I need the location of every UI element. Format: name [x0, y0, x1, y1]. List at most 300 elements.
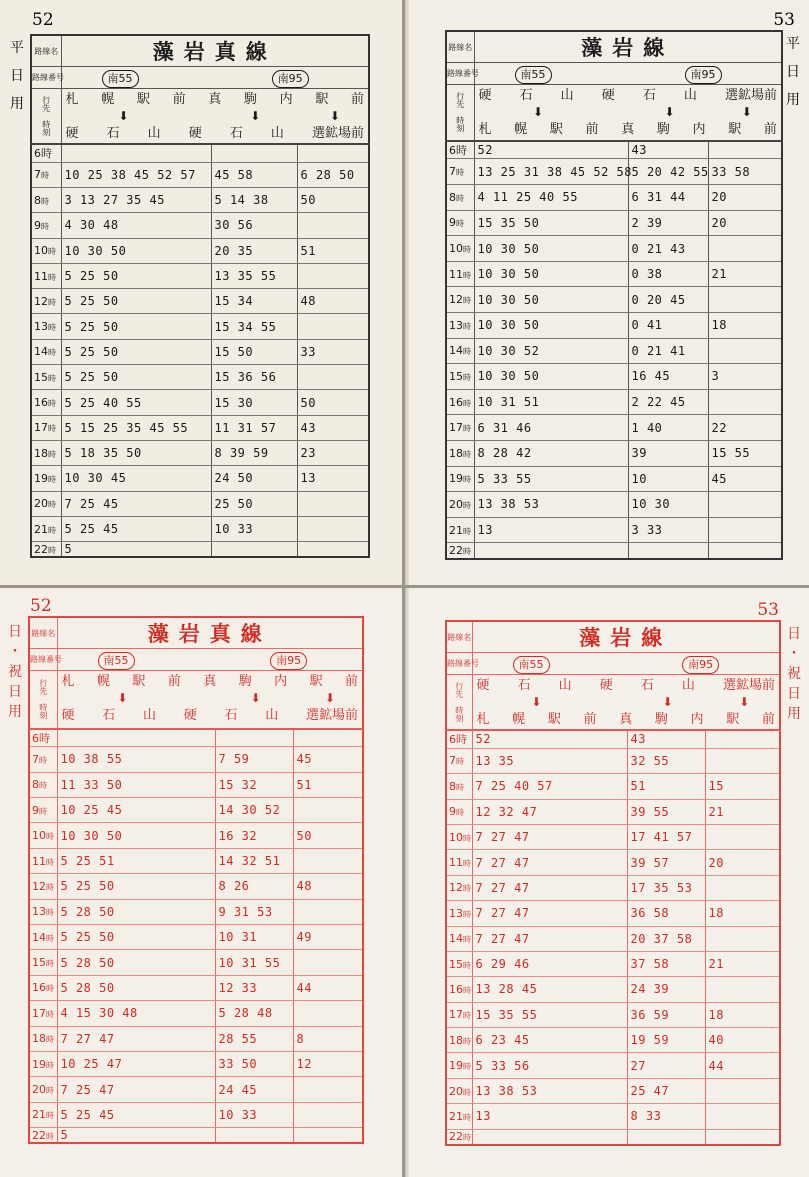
time-label: 時刻 — [454, 706, 464, 722]
minutes-cell: 18 — [705, 901, 780, 926]
minutes-cell: 50 — [297, 188, 369, 213]
minutes-cell: 5 28 48 — [215, 1001, 293, 1026]
minutes-cell: 10 30 45 — [61, 466, 211, 491]
minutes-cell: 15 50 — [211, 339, 297, 364]
side-label-char: 用 — [8, 704, 22, 720]
direction-from — [62, 89, 369, 109]
minutes-cell — [293, 1128, 363, 1144]
direction-to — [62, 123, 369, 143]
minutes-cell — [708, 517, 782, 543]
direction-char: 石 — [102, 708, 116, 723]
minutes-cell: 37 58 — [627, 951, 705, 976]
minutes-cell — [215, 729, 293, 747]
minutes-cell: 3 — [708, 364, 782, 390]
minutes-cell: 8 33 — [627, 1104, 705, 1129]
hour-value: 9 — [449, 805, 456, 819]
hour-value: 11 — [449, 856, 463, 870]
table-row — [29, 925, 363, 950]
direction-from — [473, 675, 780, 695]
minutes-cell: 5 15 25 35 45 55 — [61, 415, 211, 440]
hour-value: 8 — [449, 190, 456, 204]
hour-value: 12 — [34, 294, 48, 308]
minutes-cell — [705, 1129, 780, 1145]
direction-char: 選鉱場前 — [724, 88, 777, 103]
dest-label: 行先 — [38, 679, 48, 696]
table-row — [29, 798, 363, 823]
hour-value: 14 — [34, 345, 48, 359]
minutes-cell — [705, 748, 780, 773]
hour-cell: 16時 — [31, 390, 61, 415]
minutes-cell: 9 31 53 — [215, 899, 293, 924]
minutes-cell: 51 — [297, 238, 369, 263]
hour-value: 14 — [449, 932, 463, 946]
minutes-cell: 11 31 57 — [211, 415, 297, 440]
line-title-text: 藻岩線 — [579, 626, 673, 650]
hour-value: 13 — [32, 905, 46, 919]
direction-to — [58, 705, 363, 725]
hour-value: 15 — [449, 369, 463, 383]
minutes-cell: 16 32 — [215, 823, 293, 848]
minutes-cell: 5 14 38 — [211, 188, 297, 213]
direction-from — [58, 671, 363, 691]
minutes-cell: 17 41 57 — [627, 824, 705, 849]
direction-char: 駅 — [136, 92, 150, 107]
hour-cell: 9時 — [31, 213, 61, 238]
direction-to — [473, 709, 780, 729]
table-row — [31, 213, 369, 238]
direction-char: 石 — [229, 126, 243, 141]
table-row — [29, 772, 363, 797]
minutes-cell: 10 33 — [211, 516, 297, 541]
arrow-down-icon: ⬇ — [741, 105, 752, 119]
side-label-char: 祝 — [8, 664, 22, 680]
line-name-label: 路線名 — [31, 35, 61, 67]
direction-char: 札 — [65, 92, 79, 107]
arrow-down-icon: ⬇ — [117, 691, 128, 705]
hour-cell: 20時 — [31, 491, 61, 516]
side-label — [7, 622, 23, 722]
direction-char: 選鉱場前 — [722, 678, 775, 693]
side-label-char: 日 — [787, 686, 801, 702]
page-number: 52 — [32, 10, 54, 30]
hour-value: 18 — [32, 1032, 46, 1046]
table-row — [446, 875, 780, 900]
route-badge: 南55 — [102, 70, 139, 88]
minutes-cell: 24 45 — [215, 1077, 293, 1102]
hour-cell: 14時 — [31, 339, 61, 364]
hour-cell: 15時 — [31, 365, 61, 390]
hour-value: 15 — [34, 370, 48, 384]
direction-char: 硬 — [599, 678, 613, 693]
direction-char: 札 — [478, 122, 492, 137]
minutes-cell: 27 — [627, 1053, 705, 1078]
direction-char: 硬 — [61, 708, 75, 723]
hour-cell: 17時 — [31, 415, 61, 440]
minutes-cell: 10 30 — [628, 492, 708, 518]
minutes-cell: 0 38 — [628, 261, 708, 287]
hour-value: 14 — [32, 930, 46, 944]
hour-cell: 8時 — [446, 774, 472, 799]
table-row — [446, 1078, 780, 1103]
hour-value: 10 — [449, 830, 463, 844]
direction-char: 駒 — [654, 712, 668, 727]
hour-cell: 18時 — [446, 1028, 472, 1053]
minutes-cell: 7 27 47 — [472, 926, 627, 951]
route-badge: 南95 — [270, 652, 307, 670]
minutes-cell: 21 — [705, 951, 780, 976]
minutes-cell — [708, 236, 782, 262]
minutes-cell: 10 31 51 — [474, 389, 628, 415]
minutes-cell: 7 27 47 — [472, 824, 627, 849]
hour-value: 17 — [32, 1006, 46, 1020]
hour-value: 11 — [32, 854, 46, 868]
hour-value: 8 — [449, 779, 456, 793]
hour-cell: 10時 — [446, 824, 472, 849]
minutes-cell: 8 39 59 — [211, 440, 297, 465]
minutes-cell: 13 25 31 38 45 52 58 — [474, 159, 628, 185]
direction-char: 駅 — [547, 712, 561, 727]
table-row — [29, 899, 363, 924]
arrow-down-icon: ⬇ — [739, 695, 750, 709]
minutes-cell: 5 25 50 — [61, 289, 211, 314]
page-number: 53 — [773, 10, 795, 30]
minutes-cell: 21 — [708, 261, 782, 287]
table-row — [31, 415, 369, 440]
table-row — [446, 236, 782, 262]
hour-cell: 7時 — [446, 159, 474, 185]
minutes-cell — [708, 543, 782, 559]
table-row — [446, 901, 780, 926]
side-label-char: ・ — [8, 644, 22, 660]
side-label-char: 日 — [8, 624, 22, 640]
hour-value: 22 — [449, 1130, 463, 1144]
dest-time-label — [29, 671, 57, 729]
dest-label: 行先 — [41, 96, 51, 112]
side-label — [785, 34, 801, 110]
minutes-cell — [293, 1001, 363, 1026]
minutes-cell: 43 — [628, 141, 708, 159]
direction-char: 内 — [274, 674, 288, 689]
minutes-cell: 50 — [293, 823, 363, 848]
table-row — [29, 747, 363, 772]
arrow-down-icon: ⬇ — [118, 109, 129, 123]
minutes-cell: 13 38 53 — [474, 492, 628, 518]
hour-cell: 17時 — [446, 1002, 472, 1027]
hour-cell: 13時 — [446, 312, 474, 338]
hour-value: 18 — [449, 446, 463, 460]
minutes-cell: 2 39 — [628, 210, 708, 236]
hour-cell: 8時 — [31, 188, 61, 213]
hour-value: 21 — [449, 1109, 463, 1123]
hour-cell: 10時 — [29, 823, 57, 848]
minutes-cell: 39 — [628, 440, 708, 466]
minutes-cell: 44 — [293, 975, 363, 1000]
table-row — [446, 492, 782, 518]
direction-arrows — [475, 105, 782, 119]
hour-value: 10 — [449, 242, 463, 255]
route-numbers — [472, 653, 780, 675]
side-label-char: 平 — [10, 40, 24, 56]
route-numbers — [61, 67, 369, 89]
hour-value: 9 — [34, 218, 41, 232]
direction-char: 駅 — [728, 122, 742, 137]
minutes-cell: 33 50 — [215, 1051, 293, 1076]
side-label-char: 用 — [787, 706, 801, 722]
minutes-cell: 5 25 50 — [61, 339, 211, 364]
minutes-cell — [293, 1077, 363, 1102]
direction-char: 山 — [683, 88, 697, 103]
minutes-cell: 6 29 46 — [472, 951, 627, 976]
hour-cell: 14時 — [446, 926, 472, 951]
minutes-cell: 25 47 — [627, 1078, 705, 1103]
minutes-cell: 5 28 50 — [57, 975, 215, 1000]
direction-char: 硬 — [476, 678, 490, 693]
hour-cell: 9時 — [29, 798, 57, 823]
minutes-cell: 10 25 45 — [57, 798, 215, 823]
hour-value: 14 — [449, 344, 463, 358]
minutes-cell: 5 25 50 — [57, 925, 215, 950]
hour-value: 21 — [449, 523, 463, 537]
arrow-down-icon: ⬇ — [533, 105, 544, 119]
hour-value: 21 — [34, 522, 48, 536]
table-row — [31, 466, 369, 491]
minutes-cell: 51 — [293, 772, 363, 797]
line-title-text: 藻岩真線 — [147, 622, 272, 646]
minutes-cell — [293, 1102, 363, 1127]
hour-value: 20 — [32, 1083, 46, 1097]
direction-char: 幌 — [512, 712, 526, 727]
dest-label: 行先 — [454, 682, 464, 698]
hour-value: 9 — [32, 803, 39, 817]
line-title-text: 藻岩真線 — [152, 40, 277, 64]
minutes-cell: 13 28 45 — [472, 977, 627, 1002]
minutes-cell: 39 55 — [627, 799, 705, 824]
minutes-cell — [705, 875, 780, 900]
direction-char: 山 — [560, 88, 574, 103]
direction-header — [57, 671, 363, 729]
minutes-cell — [474, 543, 628, 559]
minutes-cell: 3 33 — [628, 517, 708, 543]
minutes-cell: 10 30 50 — [474, 364, 628, 390]
route-number-label: 路線番号 — [31, 67, 61, 89]
minutes-cell: 43 — [627, 730, 705, 748]
minutes-cell: 4 11 25 40 55 — [474, 185, 628, 211]
time-label: 時刻 — [455, 116, 465, 133]
hour-cell: 11時 — [446, 261, 474, 287]
minutes-cell: 7 25 45 — [61, 491, 211, 516]
minutes-cell: 15 34 — [211, 289, 297, 314]
table-row — [446, 1104, 780, 1129]
minutes-cell — [705, 730, 780, 748]
route-badge: 南55 — [513, 656, 550, 674]
hour-value: 7 — [449, 165, 456, 179]
direction-char: 山 — [681, 678, 695, 693]
table-row — [29, 823, 363, 848]
table-row — [31, 390, 369, 415]
table-row — [29, 1102, 363, 1127]
minutes-cell: 5 25 50 — [57, 874, 215, 899]
minutes-cell: 10 30 50 — [474, 261, 628, 287]
table-row — [31, 289, 369, 314]
hour-value: 17 — [449, 421, 463, 435]
table-row — [446, 440, 782, 466]
minutes-cell: 30 56 — [211, 213, 297, 238]
hour-value: 12 — [449, 881, 463, 895]
route-badge: 南95 — [272, 70, 309, 88]
minutes-cell: 5 25 40 55 — [61, 390, 211, 415]
hour-value: 15 — [449, 957, 463, 971]
hour-cell: 18時 — [29, 1026, 57, 1051]
side-label-char: 平 — [786, 36, 800, 52]
direction-char: 石 — [517, 678, 531, 693]
minutes-cell: 7 27 47 — [472, 875, 627, 900]
minutes-cell: 10 30 50 — [61, 238, 211, 263]
minutes-cell — [705, 1104, 780, 1129]
minutes-cell: 6 28 50 — [297, 162, 369, 187]
hour-value: 16 — [449, 982, 463, 996]
minutes-cell: 48 — [293, 874, 363, 899]
table-row — [446, 415, 782, 441]
side-label-char: 日 — [787, 626, 801, 642]
page-holiday-left — [0, 588, 402, 1177]
minutes-cell: 43 — [297, 415, 369, 440]
page-number: 52 — [30, 596, 52, 616]
minutes-cell: 10 38 55 — [57, 747, 215, 772]
hour-value: 13 — [34, 320, 48, 334]
minutes-cell: 39 57 — [627, 850, 705, 875]
minutes-cell: 14 32 51 — [215, 848, 293, 873]
minutes-cell — [293, 848, 363, 873]
direction-char: 札 — [61, 674, 75, 689]
direction-char: 内 — [279, 92, 293, 107]
direction-char: 石 — [224, 708, 238, 723]
direction-char: 幌 — [101, 92, 115, 107]
minutes-cell: 6 31 44 — [628, 185, 708, 211]
minutes-cell: 5 28 50 — [57, 950, 215, 975]
table-row — [446, 261, 782, 287]
minutes-cell — [293, 729, 363, 747]
table-row — [446, 1129, 780, 1145]
direction-header — [474, 85, 782, 141]
minutes-cell: 13 — [472, 1104, 627, 1129]
minutes-cell: 10 31 — [215, 925, 293, 950]
minutes-cell: 48 — [297, 289, 369, 314]
direction-char: 山 — [147, 126, 161, 141]
table-row — [446, 389, 782, 415]
route-badge: 南95 — [682, 656, 719, 674]
hour-cell: 6時 — [446, 730, 472, 748]
hour-cell: 22時 — [446, 543, 474, 559]
hour-cell: 7時 — [29, 747, 57, 772]
minutes-cell — [57, 729, 215, 747]
minutes-cell: 49 — [293, 925, 363, 950]
hour-cell: 16時 — [29, 975, 57, 1000]
direction-char: 石 — [106, 126, 120, 141]
minutes-cell: 8 — [293, 1026, 363, 1051]
minutes-cell: 15 30 — [211, 390, 297, 415]
hour-cell: 6時 — [446, 141, 474, 159]
table-row — [446, 1053, 780, 1078]
minutes-cell — [297, 365, 369, 390]
direction-char: 山 — [558, 678, 572, 693]
minutes-cell: 1 40 — [628, 415, 708, 441]
hour-cell: 10時 — [31, 238, 61, 263]
line-name-label: 路線名 — [446, 31, 474, 63]
hour-cell: 20時 — [446, 1078, 472, 1103]
table-row — [29, 950, 363, 975]
direction-char: 内 — [690, 712, 704, 727]
dest-label: 行先 — [455, 92, 465, 109]
route-number-label: 路線番号 — [446, 63, 474, 85]
table-row — [446, 543, 782, 559]
minutes-cell: 10 30 50 — [57, 823, 215, 848]
direction-char: 駅 — [309, 674, 323, 689]
minutes-cell — [708, 338, 782, 364]
direction-char: 駒 — [656, 122, 670, 137]
direction-char: 選鉱場前 — [311, 126, 364, 141]
hour-cell: 21時 — [446, 517, 474, 543]
hour-cell: 21時 — [446, 1104, 472, 1129]
line-title — [474, 31, 782, 63]
line-title — [61, 35, 369, 67]
minutes-cell: 7 27 47 — [472, 850, 627, 875]
minutes-cell — [211, 144, 297, 162]
hour-value: 8 — [32, 778, 39, 792]
minutes-cell: 5 — [57, 1128, 215, 1144]
side-label-char: 祝 — [787, 666, 801, 682]
hour-value: 20 — [449, 497, 463, 511]
minutes-cell: 15 35 50 — [474, 210, 628, 236]
minutes-cell — [297, 542, 369, 558]
hour-value: 17 — [34, 421, 48, 435]
hour-cell: 16時 — [446, 977, 472, 1002]
line-title — [472, 621, 780, 653]
route-numbers — [474, 63, 782, 85]
hour-cell: 12時 — [29, 874, 57, 899]
minutes-cell: 5 25 45 — [61, 516, 211, 541]
direction-char: 真 — [619, 712, 633, 727]
minutes-cell: 18 — [708, 312, 782, 338]
minutes-cell — [705, 824, 780, 849]
minutes-cell: 51 — [627, 774, 705, 799]
minutes-cell: 45 — [293, 747, 363, 772]
hour-value: 21 — [32, 1108, 46, 1122]
hour-value: 22 — [34, 542, 48, 556]
hour-value: 19 — [449, 472, 463, 486]
line-name-label: 路線名 — [446, 621, 472, 653]
direction-header — [472, 675, 780, 731]
direction-char: 前 — [345, 674, 359, 689]
table-row — [446, 159, 782, 185]
direction-char: 内 — [692, 122, 706, 137]
minutes-cell: 13 35 55 — [211, 263, 297, 288]
table-row — [29, 975, 363, 1000]
direction-char: 駅 — [726, 712, 740, 727]
minutes-cell: 28 55 — [215, 1026, 293, 1051]
minutes-cell: 0 20 45 — [628, 287, 708, 313]
direction-char: 前 — [763, 122, 777, 137]
minutes-cell: 4 15 30 48 — [57, 1001, 215, 1026]
direction-char: 前 — [585, 122, 599, 137]
table-row — [446, 185, 782, 211]
hour-cell: 20時 — [446, 492, 474, 518]
minutes-cell — [705, 977, 780, 1002]
direction-char: 真 — [203, 674, 217, 689]
hour-value: 16 — [449, 395, 463, 409]
hour-value: 16 — [32, 981, 46, 995]
direction-char: 石 — [519, 88, 533, 103]
direction-char: 真 — [621, 122, 635, 137]
